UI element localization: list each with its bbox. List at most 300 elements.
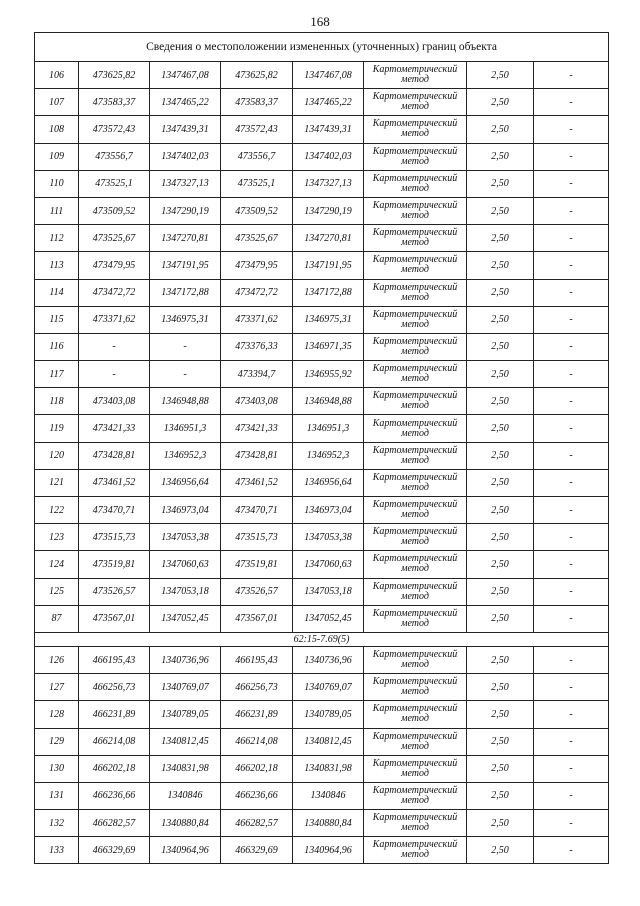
y-existing-cell: 1347060,63 [150, 551, 221, 578]
description-cell: - [534, 646, 609, 673]
x-existing-cell: 466236,66 [79, 782, 150, 809]
description-cell: - [534, 89, 609, 116]
method-word: метод [401, 590, 429, 602]
x-refined-cell: 473376,33 [221, 333, 293, 360]
accuracy-cell: 2,50 [467, 701, 534, 728]
method-name: Картометрический [372, 417, 458, 429]
accuracy-cell: 2,50 [467, 551, 534, 578]
description-cell: - [534, 62, 609, 89]
description-cell: - [534, 701, 609, 728]
table-row [35, 415, 609, 442]
method-cell [364, 646, 467, 673]
y-refined-cell: 1346955,92 [293, 361, 364, 388]
method-word: метод [401, 101, 429, 113]
accuracy-cell: 2,50 [467, 361, 534, 388]
y-refined-cell: 1347053,38 [293, 524, 364, 551]
method-name: Картометрический [372, 526, 458, 538]
method-word: метод [401, 264, 429, 276]
method-cell [364, 143, 467, 170]
x-existing-cell: 466231,89 [79, 701, 150, 728]
description-cell: - [534, 782, 609, 809]
table-row [35, 578, 609, 605]
y-existing-cell: 1347327,13 [150, 170, 221, 197]
point-number-cell: 124 [35, 551, 79, 578]
y-existing-cell: 1347052,45 [150, 605, 221, 632]
method-word: метод [401, 427, 429, 439]
x-refined-cell: 473567,01 [221, 605, 293, 632]
method-name: Картометрический [372, 471, 458, 483]
x-refined-cell: 466195,43 [221, 646, 293, 673]
table-title-row [35, 33, 609, 62]
point-number-cell: 125 [35, 578, 79, 605]
y-refined-cell: 1346948,88 [293, 388, 364, 415]
method-name: Картометрический [372, 812, 458, 824]
coordinates-table [34, 32, 609, 864]
x-refined-cell: 466256,73 [221, 674, 293, 701]
point-number-cell: 129 [35, 728, 79, 755]
x-refined-cell: 473479,95 [221, 252, 293, 279]
accuracy-cell: 2,50 [467, 497, 534, 524]
method-cell [364, 782, 467, 809]
point-number-cell: 116 [35, 333, 79, 360]
method-cell [364, 388, 467, 415]
method-cell [364, 252, 467, 279]
y-existing-cell: 1347290,19 [150, 197, 221, 224]
y-refined-cell: 1347052,45 [293, 605, 364, 632]
point-number-cell: 113 [35, 252, 79, 279]
x-existing-cell: - [79, 361, 150, 388]
y-refined-cell: 1340846 [293, 782, 364, 809]
table-row [35, 728, 609, 755]
method-cell [364, 605, 467, 632]
x-existing-cell: 473428,81 [79, 442, 150, 469]
x-refined-cell: 473394,7 [221, 361, 293, 388]
x-existing-cell: 473572,43 [79, 116, 150, 143]
x-existing-cell: 473479,95 [79, 252, 150, 279]
y-existing-cell: 1340736,96 [150, 646, 221, 673]
method-word: метод [401, 400, 429, 412]
x-refined-cell: 473572,43 [221, 116, 293, 143]
x-existing-cell: 466202,18 [79, 755, 150, 782]
y-existing-cell: 1340880,84 [150, 810, 221, 837]
method-word: метод [401, 509, 429, 521]
method-word: метод [401, 481, 429, 493]
method-cell [364, 728, 467, 755]
point-number-cell: 112 [35, 225, 79, 252]
accuracy-cell: 2,50 [467, 782, 534, 809]
point-number-cell: 111 [35, 197, 79, 224]
y-refined-cell: 1340769,07 [293, 674, 364, 701]
y-refined-cell: 1347467,08 [293, 62, 364, 89]
y-existing-cell: 1340812,45 [150, 728, 221, 755]
method-cell [364, 415, 467, 442]
method-name: Картометрический [372, 499, 458, 511]
table-title: Сведения о местоположении измененных (уточненных) границ объекта [35, 33, 609, 62]
method-name: Картометрический [372, 281, 458, 293]
description-cell: - [534, 469, 609, 496]
point-number-cell: 132 [35, 810, 79, 837]
y-refined-cell: 1347060,63 [293, 551, 364, 578]
method-cell [364, 333, 467, 360]
y-refined-cell: 1340812,45 [293, 728, 364, 755]
method-name: Картометрический [372, 730, 458, 742]
point-number-cell: 119 [35, 415, 79, 442]
accuracy-cell: 2,50 [467, 197, 534, 224]
accuracy-cell: 2,50 [467, 810, 534, 837]
method-cell [364, 497, 467, 524]
x-existing-cell: 473515,73 [79, 524, 150, 551]
description-cell: - [534, 143, 609, 170]
accuracy-cell: 2,50 [467, 755, 534, 782]
method-name: Картометрический [372, 649, 458, 661]
section-label: 62:15-7.69(5) [35, 632, 609, 646]
method-cell [364, 116, 467, 143]
x-refined-cell: 466236,66 [221, 782, 293, 809]
accuracy-cell: 2,50 [467, 442, 534, 469]
method-word: метод [401, 74, 429, 86]
method-name: Картометрический [372, 703, 458, 715]
y-refined-cell: 1347191,95 [293, 252, 364, 279]
method-name: Картометрический [372, 254, 458, 266]
table-row [35, 755, 609, 782]
description-cell: - [534, 497, 609, 524]
description-cell: - [534, 197, 609, 224]
method-word: метод [401, 454, 429, 466]
point-number-cell: 120 [35, 442, 79, 469]
x-existing-cell: 473371,62 [79, 306, 150, 333]
method-word: метод [401, 373, 429, 385]
method-cell [364, 62, 467, 89]
x-refined-cell: 466202,18 [221, 755, 293, 782]
accuracy-cell: 2,50 [467, 415, 534, 442]
y-refined-cell: 1340880,84 [293, 810, 364, 837]
y-existing-cell: 1347439,31 [150, 116, 221, 143]
x-existing-cell: 473509,52 [79, 197, 150, 224]
x-existing-cell: 466256,73 [79, 674, 150, 701]
x-refined-cell: 466282,57 [221, 810, 293, 837]
point-number-cell: 106 [35, 62, 79, 89]
y-existing-cell: 1347172,88 [150, 279, 221, 306]
method-name: Картометрический [372, 607, 458, 619]
method-name: Картометрический [372, 580, 458, 592]
point-number-cell: 133 [35, 837, 79, 864]
y-existing-cell: 1346973,04 [150, 497, 221, 524]
accuracy-cell: 2,50 [467, 674, 534, 701]
method-name: Картометрический [372, 363, 458, 375]
method-word: метод [401, 713, 429, 725]
point-number-cell: 121 [35, 469, 79, 496]
point-number-cell: 130 [35, 755, 79, 782]
method-cell [364, 361, 467, 388]
table-row [35, 252, 609, 279]
y-refined-cell: 1347172,88 [293, 279, 364, 306]
method-word: метод [401, 822, 429, 834]
description-cell: - [534, 361, 609, 388]
method-word: метод [401, 617, 429, 629]
y-refined-cell: 1347465,22 [293, 89, 364, 116]
table-row [35, 143, 609, 170]
table-row [35, 442, 609, 469]
description-cell: - [534, 578, 609, 605]
y-existing-cell: 1346952,3 [150, 442, 221, 469]
accuracy-cell: 2,50 [467, 388, 534, 415]
method-word: метод [401, 291, 429, 303]
x-existing-cell: 473472,72 [79, 279, 150, 306]
y-existing-cell: 1340769,07 [150, 674, 221, 701]
method-word: метод [401, 182, 429, 194]
y-existing-cell: 1347053,18 [150, 578, 221, 605]
x-existing-cell: 473403,08 [79, 388, 150, 415]
method-name: Картометрический [372, 839, 458, 851]
y-existing-cell: 1340846 [150, 782, 221, 809]
method-cell [364, 551, 467, 578]
method-word: метод [401, 849, 429, 861]
x-refined-cell: 473421,33 [221, 415, 293, 442]
x-refined-cell: 473525,67 [221, 225, 293, 252]
accuracy-cell: 2,50 [467, 605, 534, 632]
x-refined-cell: 473515,73 [221, 524, 293, 551]
point-number-cell: 128 [35, 701, 79, 728]
table-row [35, 810, 609, 837]
accuracy-cell: 2,50 [467, 524, 534, 551]
description-cell: - [534, 225, 609, 252]
method-name: Картометрический [372, 335, 458, 347]
table-row [35, 361, 609, 388]
y-refined-cell: 1340789,05 [293, 701, 364, 728]
point-number-cell: 127 [35, 674, 79, 701]
method-name: Картометрический [372, 91, 458, 103]
method-word: метод [401, 740, 429, 752]
method-cell [364, 170, 467, 197]
accuracy-cell: 2,50 [467, 89, 534, 116]
method-cell [364, 279, 467, 306]
y-refined-cell: 1347327,13 [293, 170, 364, 197]
description-cell: - [534, 837, 609, 864]
point-number-cell: 108 [35, 116, 79, 143]
description-cell: - [534, 810, 609, 837]
y-refined-cell: 1346973,04 [293, 497, 364, 524]
x-existing-cell: - [79, 333, 150, 360]
description-cell: - [534, 170, 609, 197]
y-refined-cell: 1340964,96 [293, 837, 364, 864]
point-number-cell: 87 [35, 605, 79, 632]
x-refined-cell: 473472,72 [221, 279, 293, 306]
table-row [35, 306, 609, 333]
x-existing-cell: 473421,33 [79, 415, 150, 442]
point-number-cell: 118 [35, 388, 79, 415]
method-name: Картометрический [372, 390, 458, 402]
table-row [35, 89, 609, 116]
description-cell: - [534, 333, 609, 360]
method-word: метод [401, 767, 429, 779]
y-existing-cell: 1346951,3 [150, 415, 221, 442]
method-name: Картометрический [372, 553, 458, 565]
x-existing-cell: 473567,01 [79, 605, 150, 632]
point-number-cell: 122 [35, 497, 79, 524]
table-row [35, 782, 609, 809]
method-cell [364, 524, 467, 551]
point-number-cell: 131 [35, 782, 79, 809]
x-refined-cell: 473519,81 [221, 551, 293, 578]
x-refined-cell: 473509,52 [221, 197, 293, 224]
y-existing-cell: 1347053,38 [150, 524, 221, 551]
x-refined-cell: 473470,71 [221, 497, 293, 524]
accuracy-cell: 2,50 [467, 837, 534, 864]
method-word: метод [401, 128, 429, 140]
y-existing-cell: 1347402,03 [150, 143, 221, 170]
method-name: Картометрический [372, 172, 458, 184]
x-existing-cell: 466214,08 [79, 728, 150, 755]
method-name: Картометрический [372, 200, 458, 212]
table-row [35, 388, 609, 415]
x-refined-cell: 473526,57 [221, 578, 293, 605]
point-number-cell: 123 [35, 524, 79, 551]
section-row [35, 632, 609, 646]
accuracy-cell: 2,50 [467, 578, 534, 605]
x-refined-cell: 473525,1 [221, 170, 293, 197]
method-cell [364, 197, 467, 224]
method-word: метод [401, 659, 429, 671]
table-row [35, 674, 609, 701]
y-existing-cell: - [150, 333, 221, 360]
accuracy-cell: 2,50 [467, 469, 534, 496]
page-number: 168 [310, 14, 330, 29]
method-word: метод [401, 536, 429, 548]
x-refined-cell: 473371,62 [221, 306, 293, 333]
x-refined-cell: 473583,37 [221, 89, 293, 116]
method-name: Картометрический [372, 444, 458, 456]
y-refined-cell: 1347270,81 [293, 225, 364, 252]
y-refined-cell: 1340736,96 [293, 646, 364, 673]
x-refined-cell: 473428,81 [221, 442, 293, 469]
method-name: Картометрический [372, 676, 458, 688]
table-row [35, 551, 609, 578]
point-number-cell: 114 [35, 279, 79, 306]
x-refined-cell: 466231,89 [221, 701, 293, 728]
y-existing-cell: 1340789,05 [150, 701, 221, 728]
table-row [35, 170, 609, 197]
x-existing-cell: 473519,81 [79, 551, 150, 578]
method-cell [364, 701, 467, 728]
x-refined-cell: 466329,69 [221, 837, 293, 864]
method-name: Картометрический [372, 784, 458, 796]
description-cell: - [534, 551, 609, 578]
method-word: метод [401, 794, 429, 806]
x-existing-cell: 473525,67 [79, 225, 150, 252]
x-refined-cell: 473461,52 [221, 469, 293, 496]
y-refined-cell: 1346956,64 [293, 469, 364, 496]
method-word: метод [401, 563, 429, 575]
accuracy-cell: 2,50 [467, 252, 534, 279]
y-refined-cell: 1347053,18 [293, 578, 364, 605]
y-existing-cell: 1346956,64 [150, 469, 221, 496]
description-cell: - [534, 279, 609, 306]
description-cell: - [534, 415, 609, 442]
x-existing-cell: 466329,69 [79, 837, 150, 864]
y-refined-cell: 1346975,31 [293, 306, 364, 333]
table-row [35, 62, 609, 89]
x-existing-cell: 473583,37 [79, 89, 150, 116]
x-refined-cell: 473403,08 [221, 388, 293, 415]
description-cell: - [534, 306, 609, 333]
y-existing-cell: 1340964,96 [150, 837, 221, 864]
method-cell [364, 837, 467, 864]
method-word: метод [401, 155, 429, 167]
description-cell: - [534, 674, 609, 701]
y-existing-cell: 1347270,81 [150, 225, 221, 252]
point-number-cell: 109 [35, 143, 79, 170]
x-existing-cell: 473525,1 [79, 170, 150, 197]
description-cell: - [534, 252, 609, 279]
y-refined-cell: 1347439,31 [293, 116, 364, 143]
method-cell [364, 442, 467, 469]
method-cell [364, 755, 467, 782]
method-word: метод [401, 210, 429, 222]
method-name: Картометрический [372, 227, 458, 239]
method-name: Картометрический [372, 118, 458, 130]
y-refined-cell: 1346951,3 [293, 415, 364, 442]
table-row [35, 197, 609, 224]
x-refined-cell: 473625,82 [221, 62, 293, 89]
method-cell [364, 810, 467, 837]
method-word: метод [401, 237, 429, 249]
x-existing-cell: 473470,71 [79, 497, 150, 524]
accuracy-cell: 2,50 [467, 279, 534, 306]
y-refined-cell: 1347402,03 [293, 143, 364, 170]
accuracy-cell: 2,50 [467, 646, 534, 673]
table-row [35, 605, 609, 632]
y-existing-cell: 1347467,08 [150, 62, 221, 89]
table-row [35, 116, 609, 143]
y-existing-cell: 1347465,22 [150, 89, 221, 116]
x-existing-cell: 466195,43 [79, 646, 150, 673]
method-name: Картометрический [372, 757, 458, 769]
accuracy-cell: 2,50 [467, 728, 534, 755]
description-cell: - [534, 442, 609, 469]
accuracy-cell: 2,50 [467, 225, 534, 252]
accuracy-cell: 2,50 [467, 62, 534, 89]
method-cell [364, 674, 467, 701]
x-existing-cell: 473556,7 [79, 143, 150, 170]
y-existing-cell: 1346975,31 [150, 306, 221, 333]
table-row [35, 646, 609, 673]
method-cell [364, 578, 467, 605]
method-cell [364, 225, 467, 252]
table-row [35, 497, 609, 524]
description-cell: - [534, 728, 609, 755]
point-number-cell: 126 [35, 646, 79, 673]
x-refined-cell: 473556,7 [221, 143, 293, 170]
accuracy-cell: 2,50 [467, 170, 534, 197]
method-cell [364, 89, 467, 116]
point-number-cell: 115 [35, 306, 79, 333]
y-refined-cell: 1347290,19 [293, 197, 364, 224]
y-existing-cell: 1347191,95 [150, 252, 221, 279]
method-word: метод [401, 686, 429, 698]
method-cell [364, 306, 467, 333]
accuracy-cell: 2,50 [467, 116, 534, 143]
method-word: метод [401, 345, 429, 357]
method-word: метод [401, 318, 429, 330]
y-existing-cell: 1340831,98 [150, 755, 221, 782]
x-existing-cell: 473526,57 [79, 578, 150, 605]
accuracy-cell: 2,50 [467, 143, 534, 170]
y-refined-cell: 1346971,35 [293, 333, 364, 360]
x-existing-cell: 473625,82 [79, 62, 150, 89]
description-cell: - [534, 605, 609, 632]
description-cell: - [534, 755, 609, 782]
x-refined-cell: 466214,08 [221, 728, 293, 755]
